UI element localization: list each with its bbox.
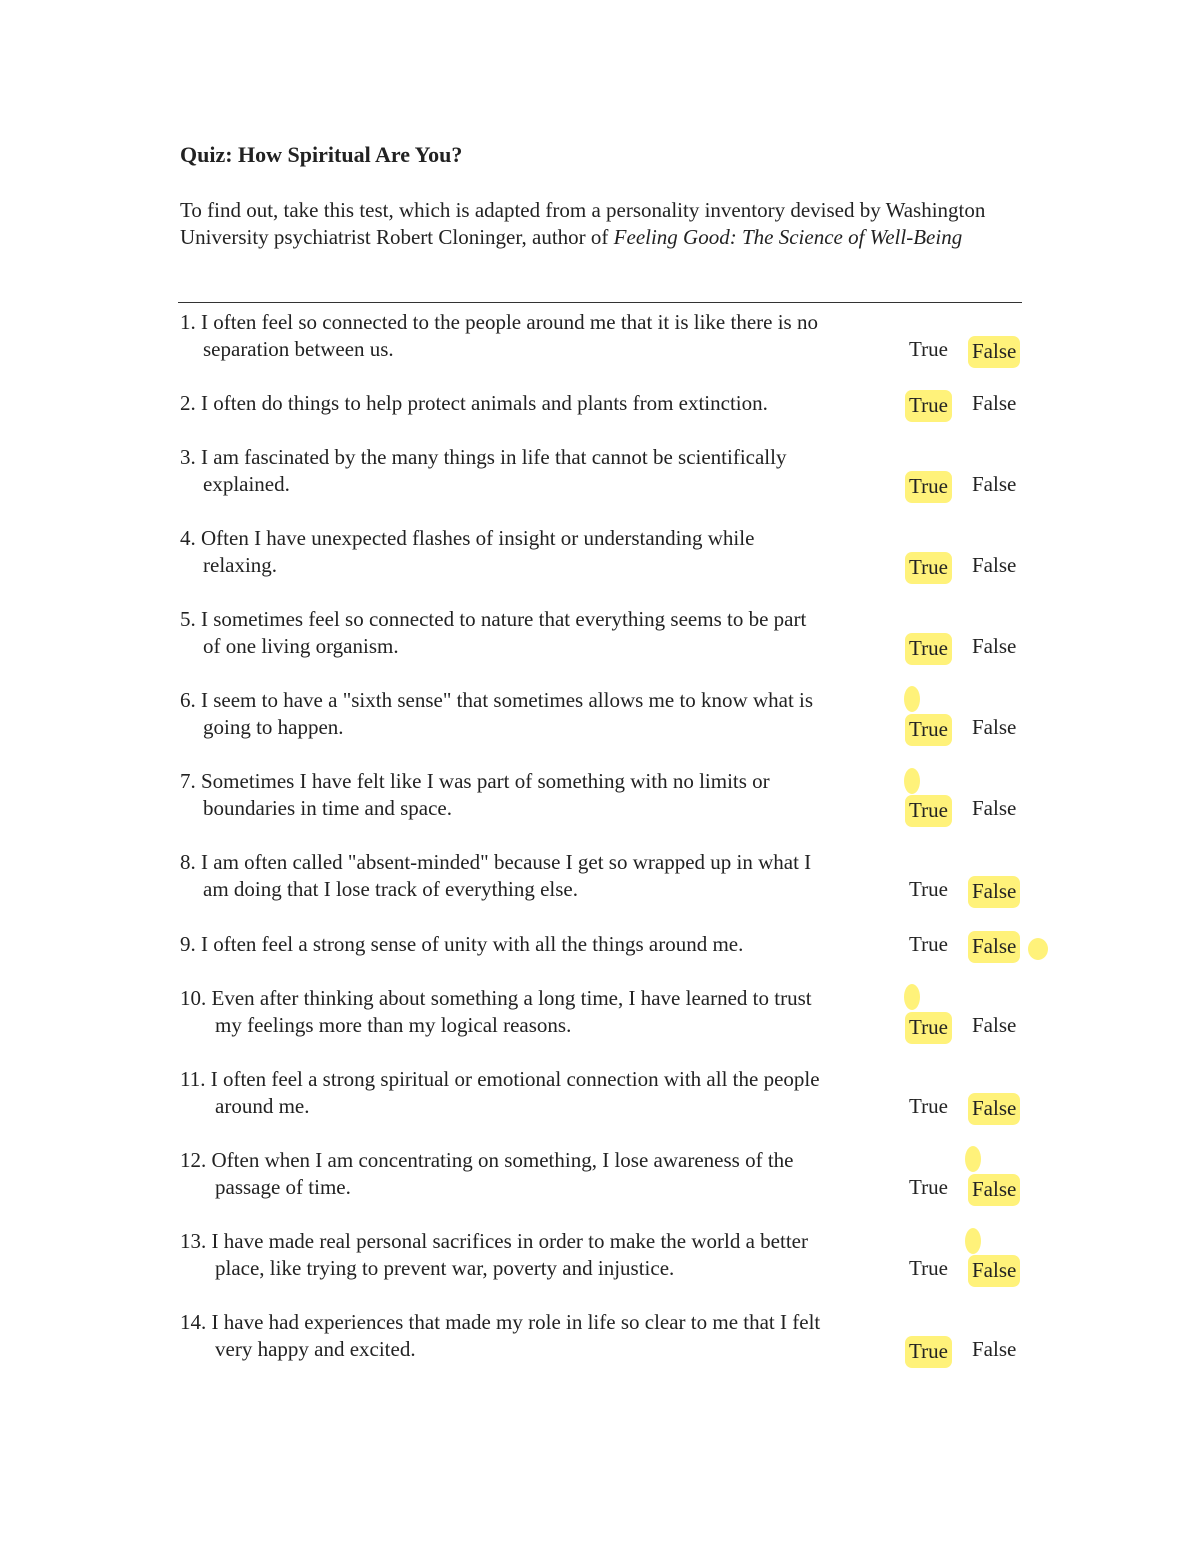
question-text <box>180 687 910 714</box>
false-option[interactable]: False <box>968 1255 1020 1287</box>
false-option[interactable]: False <box>968 336 1020 368</box>
question-text <box>180 931 910 958</box>
question-item <box>180 1066 910 1120</box>
true-option[interactable]: True <box>909 932 948 956</box>
false-option[interactable]: False <box>972 1013 1017 1037</box>
false-option[interactable]: False <box>968 876 1020 908</box>
question-line-1: Even after thinking about something a long time, I have learned to trust <box>206 986 812 1010</box>
question-text <box>180 1228 910 1255</box>
question-line-1: I am fascinated by the many things in life that cannot be scientifically <box>195 445 787 469</box>
question-line-1: I sometimes feel so connected to nature that everything seems to be part <box>195 607 807 631</box>
question-item <box>180 1147 910 1201</box>
question-number: 11. <box>180 1067 206 1091</box>
question-number: 5. <box>180 607 196 631</box>
page-title: Quiz: How Spiritual Are You? <box>180 142 463 167</box>
question-line-1: I often feel a strong sense of unity with all the things around me. <box>195 932 744 956</box>
question-item <box>180 849 910 903</box>
question-item <box>180 687 910 741</box>
true-option[interactable]: True <box>909 877 948 901</box>
question-number: 10. <box>180 986 207 1010</box>
question-number: 9. <box>180 932 196 956</box>
question-line-2: separation between us. <box>203 337 394 361</box>
question-item <box>180 768 910 822</box>
question-item <box>180 985 910 1039</box>
question-text <box>180 525 910 552</box>
question-line-2: very happy and excited. <box>215 1337 416 1361</box>
question-line-2: am doing that I lose track of everything else. <box>203 877 578 901</box>
question-item <box>180 1309 910 1363</box>
question-line-1: I often feel so connected to the people around me that it is like there is no <box>195 310 818 334</box>
true-option[interactable]: True <box>905 714 952 746</box>
divider <box>178 302 1022 303</box>
question-number: 3. <box>180 445 196 469</box>
true-option[interactable]: True <box>905 390 952 422</box>
question-number: 13. <box>180 1229 207 1253</box>
question-line-2: explained. <box>203 472 290 496</box>
true-option[interactable]: True <box>909 337 948 361</box>
question-text <box>180 1147 910 1174</box>
true-option[interactable]: True <box>905 552 952 584</box>
question-number: 7. <box>180 769 196 793</box>
question-line-2: going to happen. <box>203 715 344 739</box>
question-item <box>180 390 910 417</box>
true-option[interactable]: True <box>909 1094 948 1118</box>
highlighter-mark <box>965 1228 981 1254</box>
question-text <box>180 390 910 417</box>
question-line-1: I often do things to help protect animals and plants from extinction. <box>195 391 768 415</box>
question-item <box>180 309 910 363</box>
true-option[interactable]: True <box>905 471 952 503</box>
question-item <box>180 444 910 498</box>
question-text <box>180 606 910 633</box>
false-option[interactable]: False <box>968 1093 1020 1125</box>
question-line-2: boundaries in time and space. <box>203 796 453 820</box>
intro-text: To find out, take this test, which is adapted from a personality inventory devised by Washington University psychiatrist Robert Cloninger, author of <box>180 198 986 249</box>
question-line-2: place, like trying to prevent war, poverty and injustice. <box>215 1256 675 1280</box>
highlighter-mark <box>1028 938 1048 960</box>
question-number: 8. <box>180 850 196 874</box>
false-option[interactable]: False <box>972 1337 1017 1361</box>
question-line-1: Often I have unexpected flashes of insight or understanding while <box>195 526 755 550</box>
question-line-1: I seem to have a "sixth sense" that sometimes allows me to know what is <box>195 688 814 712</box>
question-number: 4. <box>180 526 196 550</box>
question-line-1: Sometimes I have felt like I was part of something with no limits or <box>195 769 770 793</box>
question-line-1: I have had experiences that made my role in life so clear to me that I felt <box>206 1310 821 1334</box>
false-option[interactable]: False <box>972 472 1017 496</box>
true-option[interactable]: True <box>905 795 952 827</box>
question-text <box>180 1309 910 1336</box>
question-number: 2. <box>180 391 196 415</box>
question-line-1: Often when I am concentrating on something, I lose awareness of the <box>206 1148 794 1172</box>
intro-paragraph <box>180 197 1000 251</box>
false-option[interactable]: False <box>968 1174 1020 1206</box>
question-line-1: I am often called "absent-minded" because I get so wrapped up in what I <box>195 850 812 874</box>
false-option[interactable]: False <box>972 391 1017 415</box>
false-option[interactable]: False <box>972 553 1017 577</box>
false-option[interactable]: False <box>968 931 1020 963</box>
question-item <box>180 525 910 579</box>
question-item <box>180 931 910 958</box>
true-option[interactable]: True <box>905 1012 952 1044</box>
false-option[interactable]: False <box>972 634 1017 658</box>
question-number: 6. <box>180 688 196 712</box>
question-text <box>180 1066 910 1093</box>
question-item <box>180 1228 910 1282</box>
question-number: 1. <box>180 310 196 334</box>
false-option[interactable]: False <box>972 796 1017 820</box>
question-number: 14. <box>180 1310 207 1334</box>
book-title: Feeling Good: The Science of Well-Being <box>613 225 963 249</box>
true-option[interactable]: True <box>909 1256 948 1280</box>
question-line-2: of one living organism. <box>203 634 399 658</box>
true-option[interactable]: True <box>905 633 952 665</box>
question-line-1: I often feel a strong spiritual or emotional connection with all the people <box>205 1067 820 1091</box>
highlighter-mark <box>965 1146 981 1172</box>
question-line-2: my feelings more than my logical reasons. <box>215 1013 572 1037</box>
question-line-2: around me. <box>215 1094 310 1118</box>
question-number: 12. <box>180 1148 207 1172</box>
question-line-2: relaxing. <box>203 553 278 577</box>
false-option[interactable]: False <box>972 715 1017 739</box>
true-option[interactable]: True <box>909 1175 948 1199</box>
question-line-2: passage of time. <box>215 1175 351 1199</box>
question-item <box>180 606 910 660</box>
question-text <box>180 985 910 1012</box>
true-option[interactable]: True <box>905 1336 952 1368</box>
question-text <box>180 309 910 336</box>
question-text <box>180 849 910 876</box>
question-line-1: I have made real personal sacrifices in order to make the world a better <box>206 1229 808 1253</box>
question-text <box>180 768 910 795</box>
question-text <box>180 444 910 471</box>
